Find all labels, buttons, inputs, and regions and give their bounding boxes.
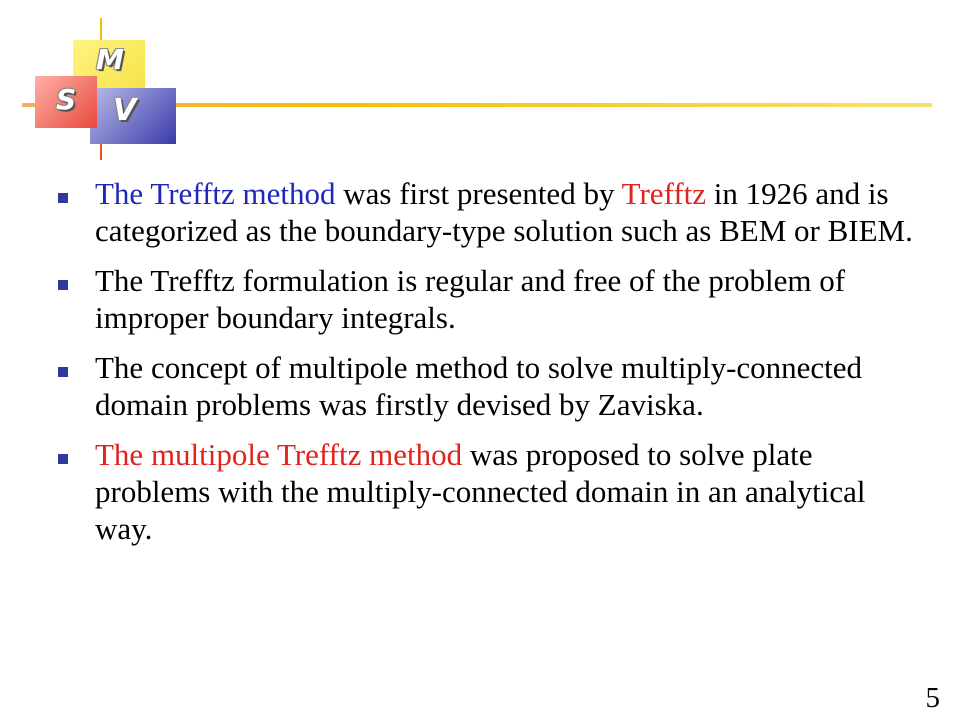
bullet-text xyxy=(95,436,918,547)
square-bullet-icon xyxy=(58,367,68,377)
bullet-text xyxy=(95,349,918,423)
square-bullet-icon xyxy=(58,454,68,464)
highlight-name: Trefftz xyxy=(621,176,707,211)
logo-letter-v: V xyxy=(113,93,137,128)
text-run: was proposed to solve plate problems with the multiply-connected domain in an analytical way. xyxy=(95,437,866,546)
text-run: The Trefftz formulation is regular and free of the problem of improper boundary integrals. xyxy=(95,263,846,335)
bullet-text xyxy=(95,175,918,249)
highlight-term: The multipole Trefftz method xyxy=(95,437,463,472)
bullet-text xyxy=(95,262,918,336)
bullet-item-multipole-concept xyxy=(58,349,918,423)
page-number: 5 xyxy=(925,682,940,714)
highlight-term: The Trefftz method xyxy=(95,176,336,211)
square-bullet-icon xyxy=(58,280,68,290)
bullet-item-trefftz-method xyxy=(58,175,918,249)
bullet-item-multipole-trefftz xyxy=(58,436,918,547)
text-run: The concept of multipole method to solve multiply-connected domain problems was firstly devised by Zaviska. xyxy=(95,350,863,422)
square-bullet-icon xyxy=(58,193,68,203)
logo-letter-m: M xyxy=(96,43,124,76)
bullet-item-trefftz-formulation xyxy=(58,262,918,336)
bullet-list xyxy=(58,175,918,560)
text-run: was first presented by xyxy=(335,176,622,211)
text-run: in 1926 and is categorized as the boundary-type solution such as BEM or BIEM. xyxy=(95,176,913,248)
logo-letter-s: S xyxy=(56,83,77,116)
msv-logo xyxy=(0,0,960,170)
